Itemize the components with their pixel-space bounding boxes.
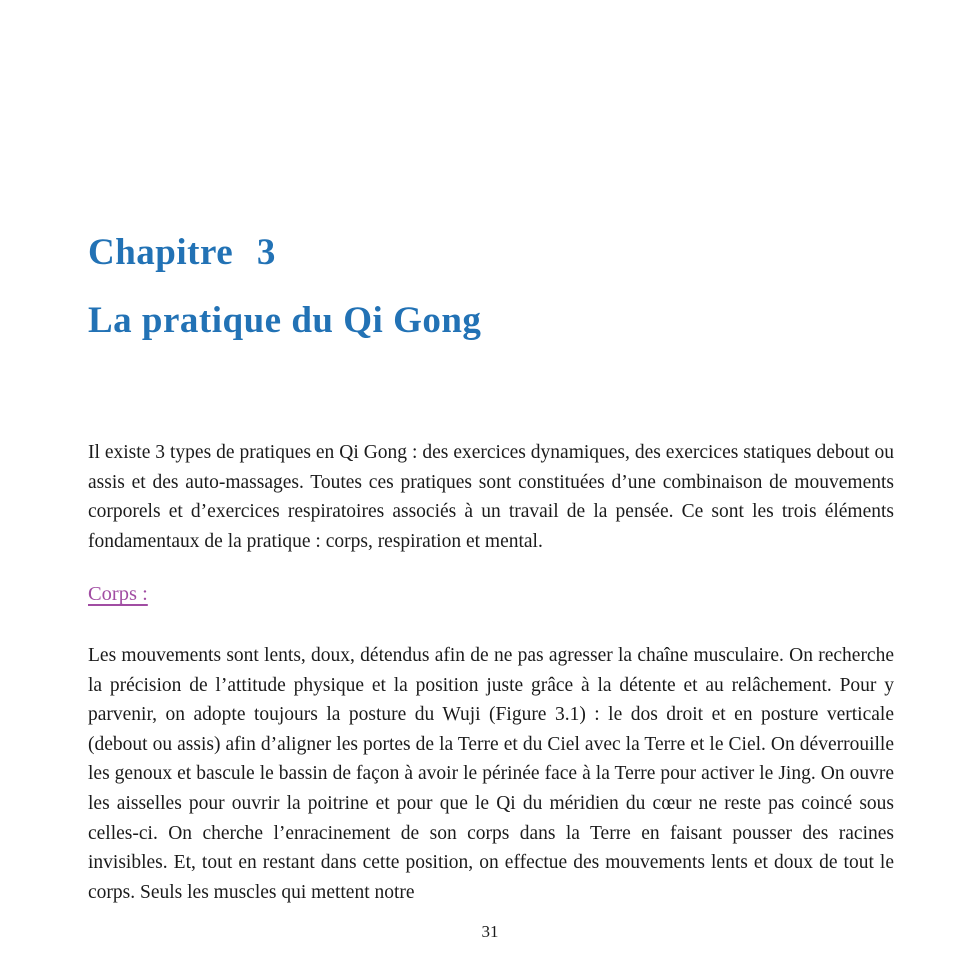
chapter-number-heading: Chapitre 3 <box>88 232 276 273</box>
intro-paragraph: Il existe 3 types de pratiques en Qi Gong : des exercices dynamiques, des exercices statiques debout ou assis et des auto-massages. Toutes ces pratiques sont constituées d’une combinaison de mouvements corporels et d’exercices respiratoires associés à un travail de la pensée. Ce sont les trois éléments fondamentaux de la pratique : corps, respiration et mental. <box>88 442 894 552</box>
corps-paragraph: Les mouvements sont lents, doux, détendus afin de ne pas agresser la chaîne musculaire. On recherche la précision de l’attitude physique et la position juste grâce à la détente et au relâchement. Pour y parvenir, on adopte toujours la posture du Wuji (Figure 3.1) : le dos droit et en posture verticale (debout ou assis) afin d’aligner les portes de la Terre et du Ciel avec la Terre et le Ciel. On déverrouille les genoux et bascule le bassin de façon à avoir le périnée face à la Terre pour activer le Jing. On ouvre les aisselles pour ouvrir la poitrine et pour que le Qi du méridien du cœur ne reste pas coincé sous celles-ci. On cherche l’enracinement de son corps dans la Terre en faisant pousser des racines invisibles. Et, tout en restant dans cette position, on effectue des mouvements lents et doux de tout le corps. Seuls les muscles qui mettent notre <box>88 645 894 903</box>
page-number: 31 <box>481 922 499 941</box>
chapter-title-heading: La pratique du Qi Gong <box>88 300 482 341</box>
section-heading-corps: Corps : <box>88 583 148 605</box>
